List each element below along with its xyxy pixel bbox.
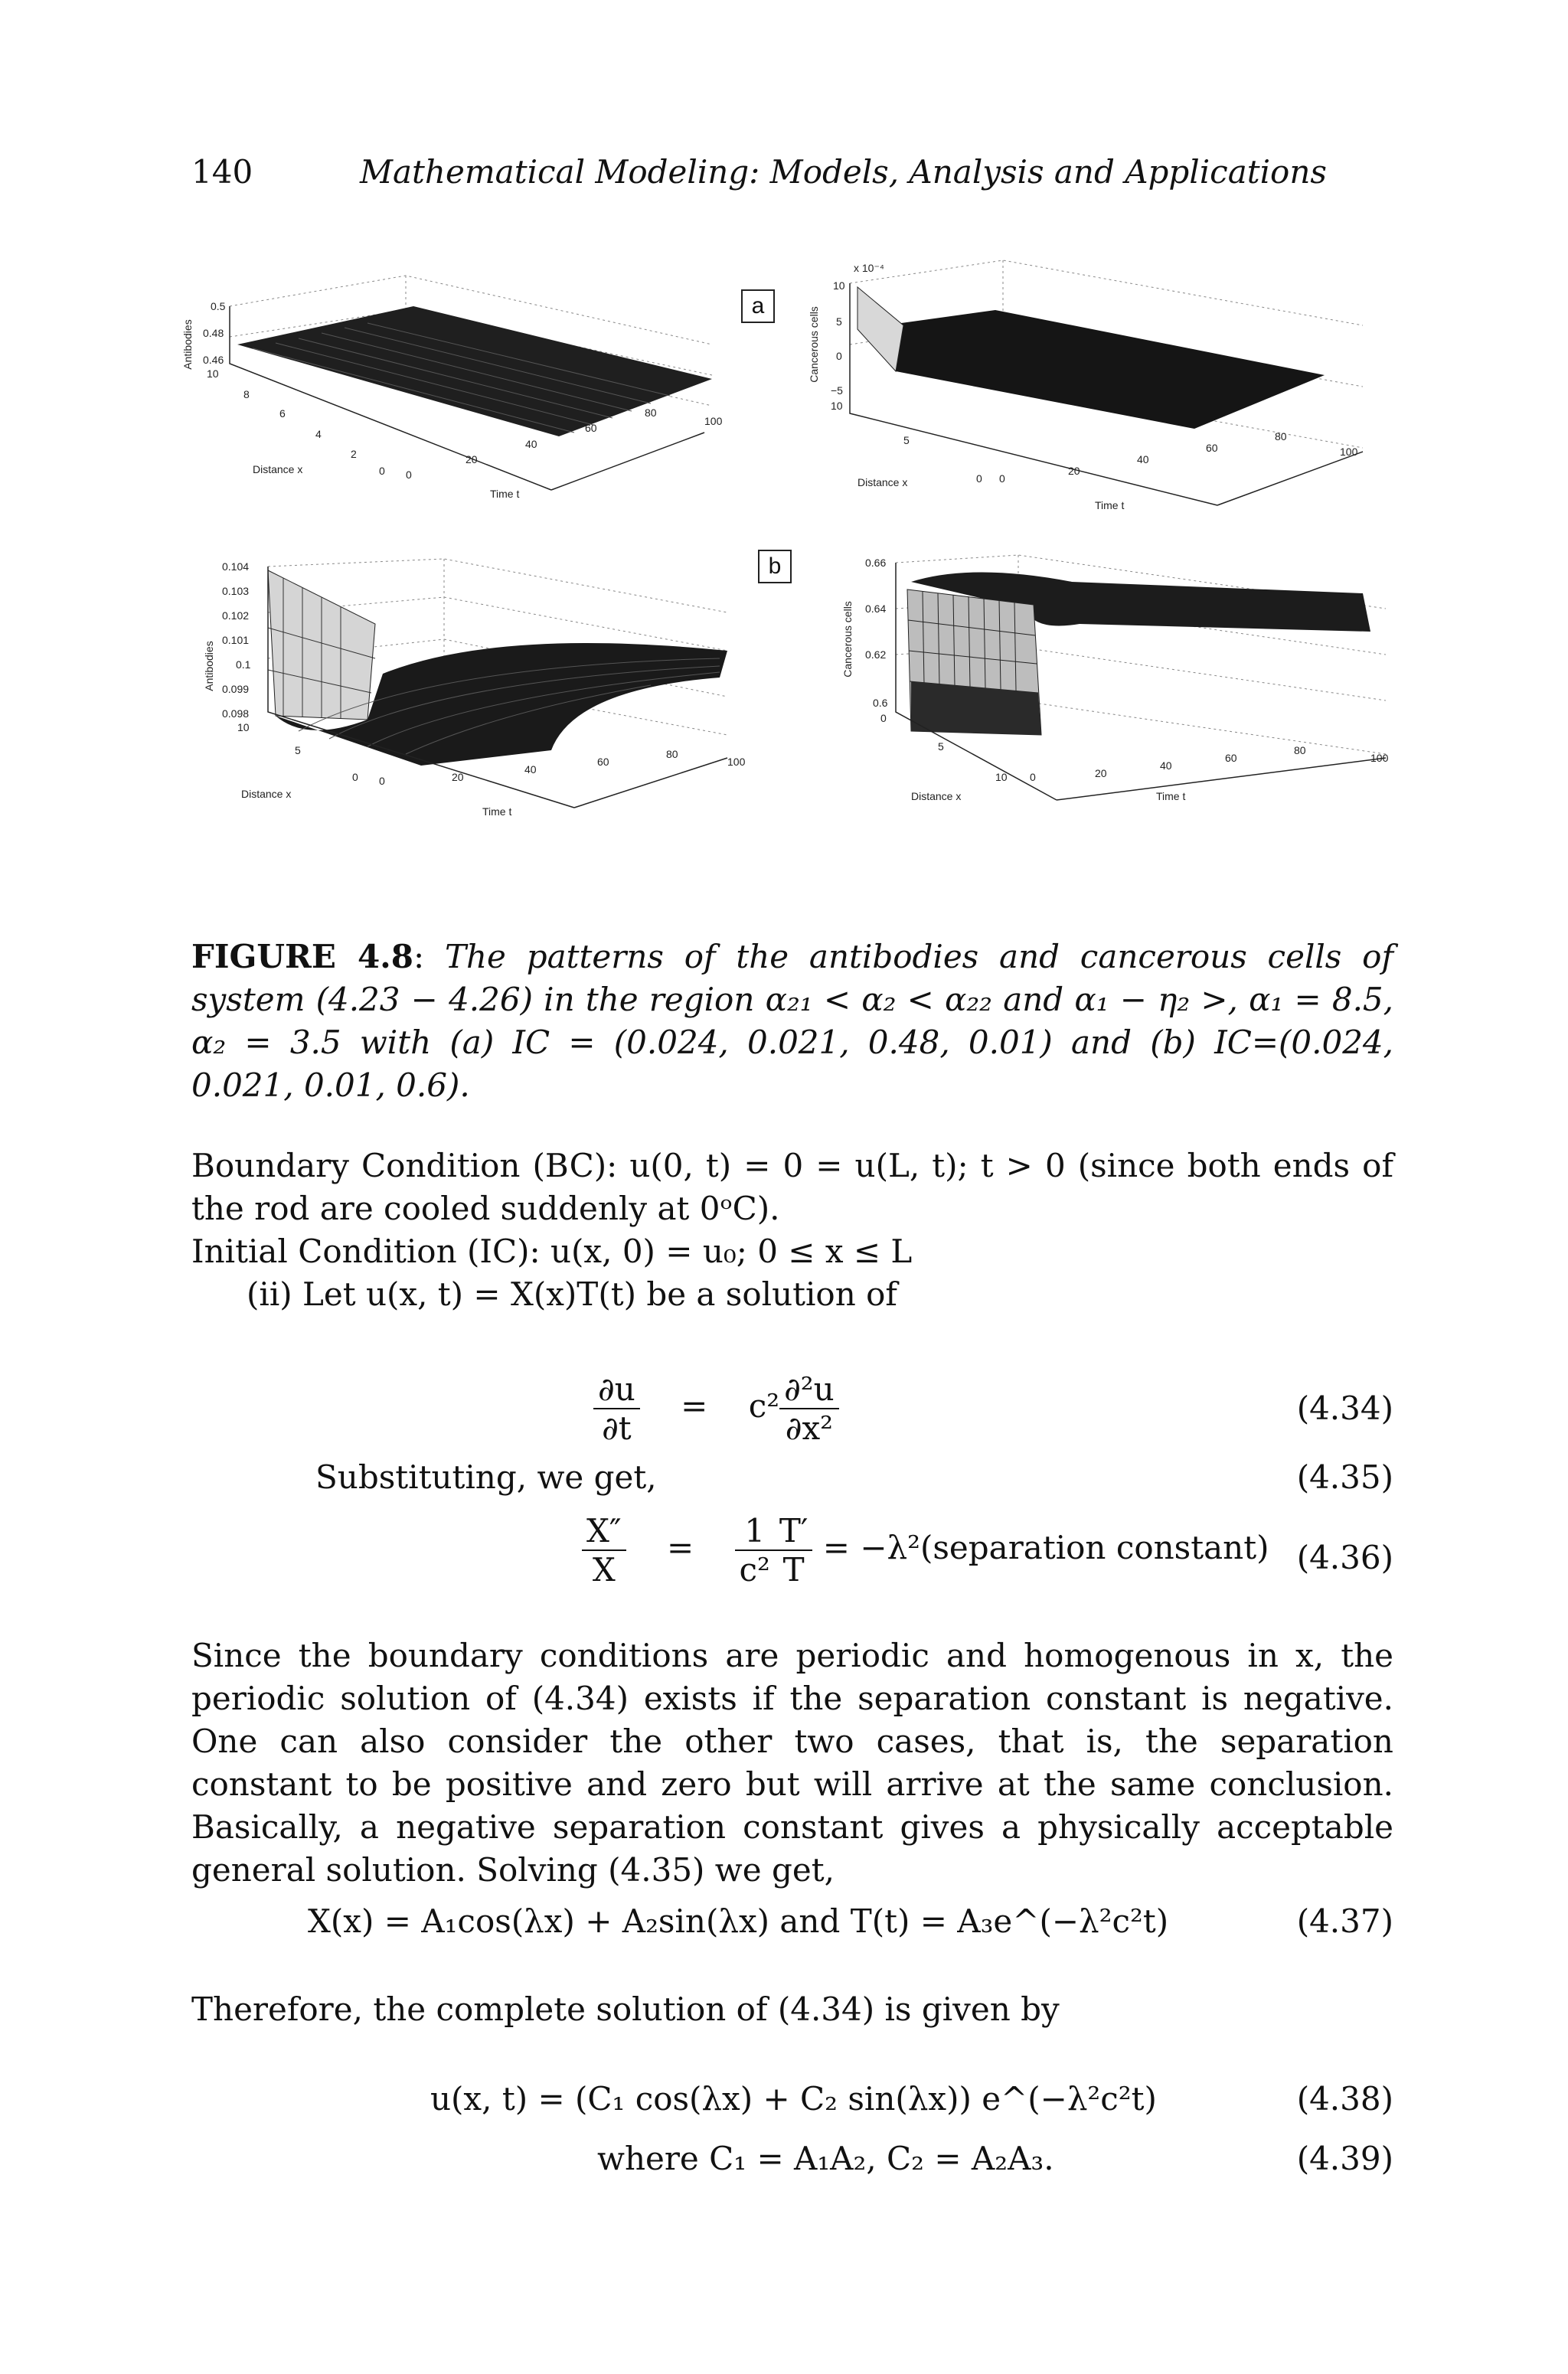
- z-axis-label: Antibodies: [203, 641, 215, 691]
- panel-tag-b: b: [758, 550, 792, 583]
- panel-tag-a: a: [741, 289, 775, 323]
- y-tick: 20: [466, 453, 478, 465]
- x-axis-label: Distance x: [253, 463, 303, 475]
- z-tick: 0.102: [222, 609, 250, 622]
- equation-4-38: u(x, t) = (C₁ cos(λx) + C₂ sin(λx)) e^(−λ²c²t): [430, 2080, 1157, 2118]
- x-tick: 5: [938, 740, 944, 753]
- y-tick: 60: [597, 756, 609, 768]
- z-tick: 0: [836, 350, 842, 362]
- plot-b-antibodies: [191, 551, 773, 827]
- caption-text: The patterns of the antibodies and cancerous cells of system (4.23 − 4.26) in the region α₂₁ < α₂ < α₂₂ and α₁ − η₂ >, α₁ = 8.5, α₂ = 3.5 with (a) IC = (0.024, 0.021, 0.48, 0.01) and (b) IC=(0.024, 0.021, 0.01, 0.6).: [191, 938, 1393, 1104]
- z-tick: 0.64: [865, 602, 887, 615]
- x-axis-label: Distance x: [858, 476, 908, 488]
- z-tick: 0.6: [873, 697, 888, 709]
- y-tick: 80: [1294, 744, 1306, 756]
- y-tick: 40: [1160, 759, 1172, 772]
- y-axis-label: Time t: [1095, 499, 1125, 511]
- y-tick: 40: [525, 438, 537, 450]
- running-title: Mathematical Modeling: Models, Analysis and Applications: [360, 153, 1327, 191]
- x-tick: 10: [237, 721, 250, 733]
- x-tick: 10: [207, 367, 219, 380]
- x-tick: 0: [352, 771, 358, 783]
- equation-number: (4.36): [1296, 1539, 1393, 1576]
- x-tick: 4: [315, 428, 322, 440]
- x-tick: 6: [279, 407, 286, 420]
- x-tick: 0: [379, 465, 385, 477]
- y-tick: 80: [666, 748, 678, 760]
- z-tick: 0.099: [222, 683, 250, 695]
- y-tick: 0: [999, 472, 1005, 485]
- x-tick: 0: [976, 472, 982, 485]
- equation-number: (4.38): [1296, 2080, 1393, 2118]
- figure-label: FIGURE 4.8: [191, 938, 414, 975]
- equation-4-34: $\frac{\partial u}{\partial t}$ = c² $\frac{\text{∂²u}}{\text{∂x²}}$: [593, 1370, 839, 1447]
- y-tick: 60: [1206, 442, 1218, 454]
- paragraph: Since the boundary conditions are periodic and homogenous in x, the periodic solution of (4.34) exists if the separation constant is negative. One can also consider the other two cases, that is, the separation constant to be positive and zero but will arrive at the same conclusion. Basically, a negative separation constant gives a physically acceptable general solution. Solving (4.35) we get,: [191, 1637, 1393, 1889]
- plot-b-cancerous-cells: [835, 547, 1401, 831]
- page-number: 140: [191, 153, 253, 191]
- y-tick: 60: [1225, 752, 1237, 764]
- z-tick: 0.62: [865, 648, 887, 661]
- z-tick: 0.098: [222, 707, 250, 720]
- y-tick: 80: [645, 407, 657, 419]
- z-tick: 0.103: [222, 585, 250, 597]
- separation-constant: = −λ²(separation constant): [822, 1529, 1269, 1566]
- y-tick: 80: [1275, 430, 1287, 442]
- y-axis-label: Time t: [482, 805, 512, 818]
- z-tick: 0.101: [222, 634, 250, 646]
- y-tick: 100: [1370, 752, 1389, 764]
- plot-a-cancerous-cells: [804, 253, 1386, 528]
- y-tick: 20: [1095, 767, 1107, 779]
- y-tick: 60: [585, 422, 597, 434]
- x-tick: 10: [831, 400, 843, 412]
- z-tick: 0.104: [222, 560, 250, 573]
- z-tick: 0.46: [203, 354, 224, 366]
- y-tick: 20: [1068, 465, 1080, 477]
- equation-4-36: $\frac{X''}{X}$ = $\frac{1}{\text{c²}}$ $\frac{T'}{T}$ = −λ²(separation constant): [582, 1512, 1269, 1589]
- y-axis-label: Time t: [490, 488, 520, 500]
- equation-number: (4.39): [1296, 2140, 1393, 2177]
- equation-number: (4.34): [1296, 1389, 1393, 1427]
- y-tick: 40: [1137, 453, 1149, 465]
- equation-4-39: where C₁ = A₁A₂, C₂ = A₂A₃.: [597, 2140, 1054, 2177]
- y-tick: 0: [406, 469, 412, 481]
- figure-caption: FIGURE 4.8: The patterns of the antibodies and cancerous cells of system (4.23 − 4.26) in the region α₂₁ < α₂ < α₂₂ and α₁ − η₂ >, α₁ = 8.5, α₂ = 3.5 with (a) IC = (0.024, 0.021, 0.48, 0.01) and (b) IC=(0.024, 0.021, 0.01, 0.6).: [191, 938, 1393, 1104]
- x-tick: 10: [995, 771, 1008, 783]
- z-tick: 0.66: [865, 557, 887, 569]
- x-tick: 2: [351, 448, 357, 460]
- z-tick: 10: [833, 279, 845, 292]
- substituting-text: Substituting, we get,: [315, 1458, 657, 1496]
- z-tick: 5: [836, 315, 842, 328]
- z-tick: 0.48: [203, 327, 224, 339]
- plot-a-antibodies: [176, 268, 758, 528]
- y-tick: 20: [452, 771, 464, 783]
- y-tick: 100: [1340, 446, 1358, 458]
- paragraph: Therefore, the complete solution of (4.34) is given by: [191, 1990, 1060, 2028]
- y-tick: 100: [704, 415, 723, 427]
- y-tick: 100: [727, 756, 746, 768]
- x-tick: 8: [243, 388, 250, 400]
- z-axis-label: Cancerous cells: [841, 601, 854, 678]
- y-tick: 40: [524, 763, 537, 776]
- solution-sentence: (ii) Let u(x, t) = X(x)T(t) be a solution of: [247, 1275, 897, 1313]
- equation-number: (4.37): [1296, 1902, 1393, 1940]
- x-tick: 0: [880, 712, 887, 724]
- equation-4-37: X(x) = A₁cos(λx) + A₂sin(λx) and T(t) = A₃e^(−λ²c²t): [308, 1902, 1169, 1940]
- initial-condition: Initial Condition (IC): u(x, 0) = u₀; 0 ≤ x ≤ L: [191, 1233, 913, 1270]
- running-head: [191, 153, 1327, 191]
- equation-number: (4.35): [1296, 1458, 1393, 1496]
- boundary-condition: Boundary Condition (BC): u(0, t) = 0 = u(L, t); t > 0 (since both ends of the rod are cooled suddenly at 0ᵒC).: [191, 1147, 1393, 1227]
- y-axis-label: Time t: [1156, 790, 1186, 802]
- z-tick: 0.1: [236, 658, 251, 671]
- x-axis-label: Distance x: [911, 790, 962, 802]
- z-axis-label: Antibodies: [181, 319, 194, 370]
- x-tick: 5: [295, 744, 301, 756]
- y-tick: 0: [379, 775, 385, 787]
- x-tick: 5: [903, 434, 910, 446]
- z-scale: x 10⁻⁴: [854, 262, 884, 274]
- z-tick: −5: [831, 384, 843, 397]
- y-tick: 0: [1030, 771, 1036, 783]
- x-axis-label: Distance x: [241, 788, 292, 800]
- z-axis-label: Cancerous cells: [808, 306, 820, 383]
- z-tick: 0.5: [211, 300, 226, 312]
